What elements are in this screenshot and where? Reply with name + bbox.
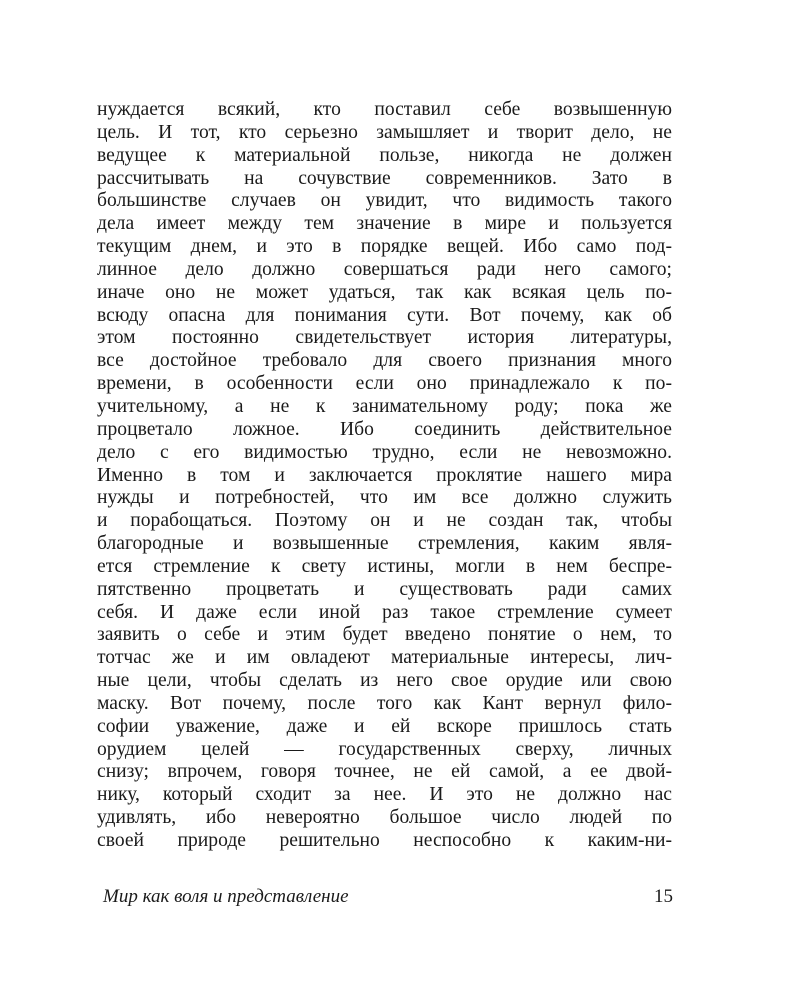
text-line: софии уважение, даже и ей вскоре пришлось стать xyxy=(97,715,672,737)
text-line: нужды и потребностей, что им все должно служить xyxy=(97,487,672,509)
text-line: маску. Вот почему, после того как Кант вернул фило- xyxy=(97,692,672,714)
text-line: Именно в том и заключается проклятие нашего мира xyxy=(97,464,672,486)
text-line: нуждается всякий, кто поставил себе возвышенную xyxy=(97,99,672,120)
text-line: нику, который сходит за нее. И это не должно нас xyxy=(97,784,672,806)
text-line: удивлять, ибо невероятно большое число людей по xyxy=(97,807,672,829)
text-line: все достойное требовало для своего признания много xyxy=(97,350,672,372)
text-line: большинстве случаев он увидит, что видимость такого xyxy=(97,190,672,212)
text-line: этом постоянно свидетельствует история литературы, xyxy=(97,327,672,349)
text-line: учительному, а не к занимательному роду; пока же xyxy=(97,395,672,417)
text-line: тотчас же и им овладеют материальные интересы, лич- xyxy=(97,647,672,669)
page-number: 15 xyxy=(654,886,673,907)
text-line: заявить о себе и этим будет введено понятие о нем, то xyxy=(97,624,672,646)
text-line: времени, в особенности если оно принадлежало к по- xyxy=(97,373,672,395)
text-line: процветало ложное. Ибо соединить действительное xyxy=(97,418,672,440)
text-line: орудием целей — государственных сверху, личных xyxy=(97,738,672,760)
text-line: всюду опасна для понимания сути. Вот почему, как об xyxy=(97,304,672,326)
text-line: дело с его видимостью трудно, если не невозможно. xyxy=(97,441,672,463)
text-line: ведущее к материальной пользе, никогда не должен xyxy=(97,144,672,166)
text-line: и порабощаться. Поэтому он и не создан так, чтобы xyxy=(97,510,672,532)
body-text xyxy=(97,99,672,853)
text-line: дела имеет между тем значение в мире и пользуется xyxy=(97,213,672,235)
page-footer xyxy=(103,884,673,910)
text-line: пятственно процветать и существовать ради самих xyxy=(97,578,672,600)
text-line: цель. И тот, кто серьезно замышляет и творит дело, не xyxy=(97,121,672,143)
text-line: снизу; впрочем, говоря точнее, не ей самой, а ее двой- xyxy=(97,761,672,783)
text-line: рассчитывать на сочувствие современников. Зато в xyxy=(97,167,672,189)
text-line: ется стремление к свету истины, могли в нем беспре- xyxy=(97,555,672,577)
text-line: благородные и возвышенные стремления, каким явля- xyxy=(97,533,672,555)
text-line: линное дело должно совершаться ради него самого; xyxy=(97,258,672,280)
text-line: ные цели, чтобы сделать из него свое орудие или свою xyxy=(97,670,672,692)
running-title: Мир как воля и представление xyxy=(103,886,349,907)
text-line: иначе оно не может удаться, так как всякая цель по- xyxy=(97,281,672,303)
text-line: текущим днем, и это в порядке вещей. Ибо само под- xyxy=(97,236,672,258)
text-line: себя. И даже если иной раз такое стремление сумеет xyxy=(97,601,672,623)
text-line: своей природе решительно неспособно к каким-ни- xyxy=(97,830,672,851)
